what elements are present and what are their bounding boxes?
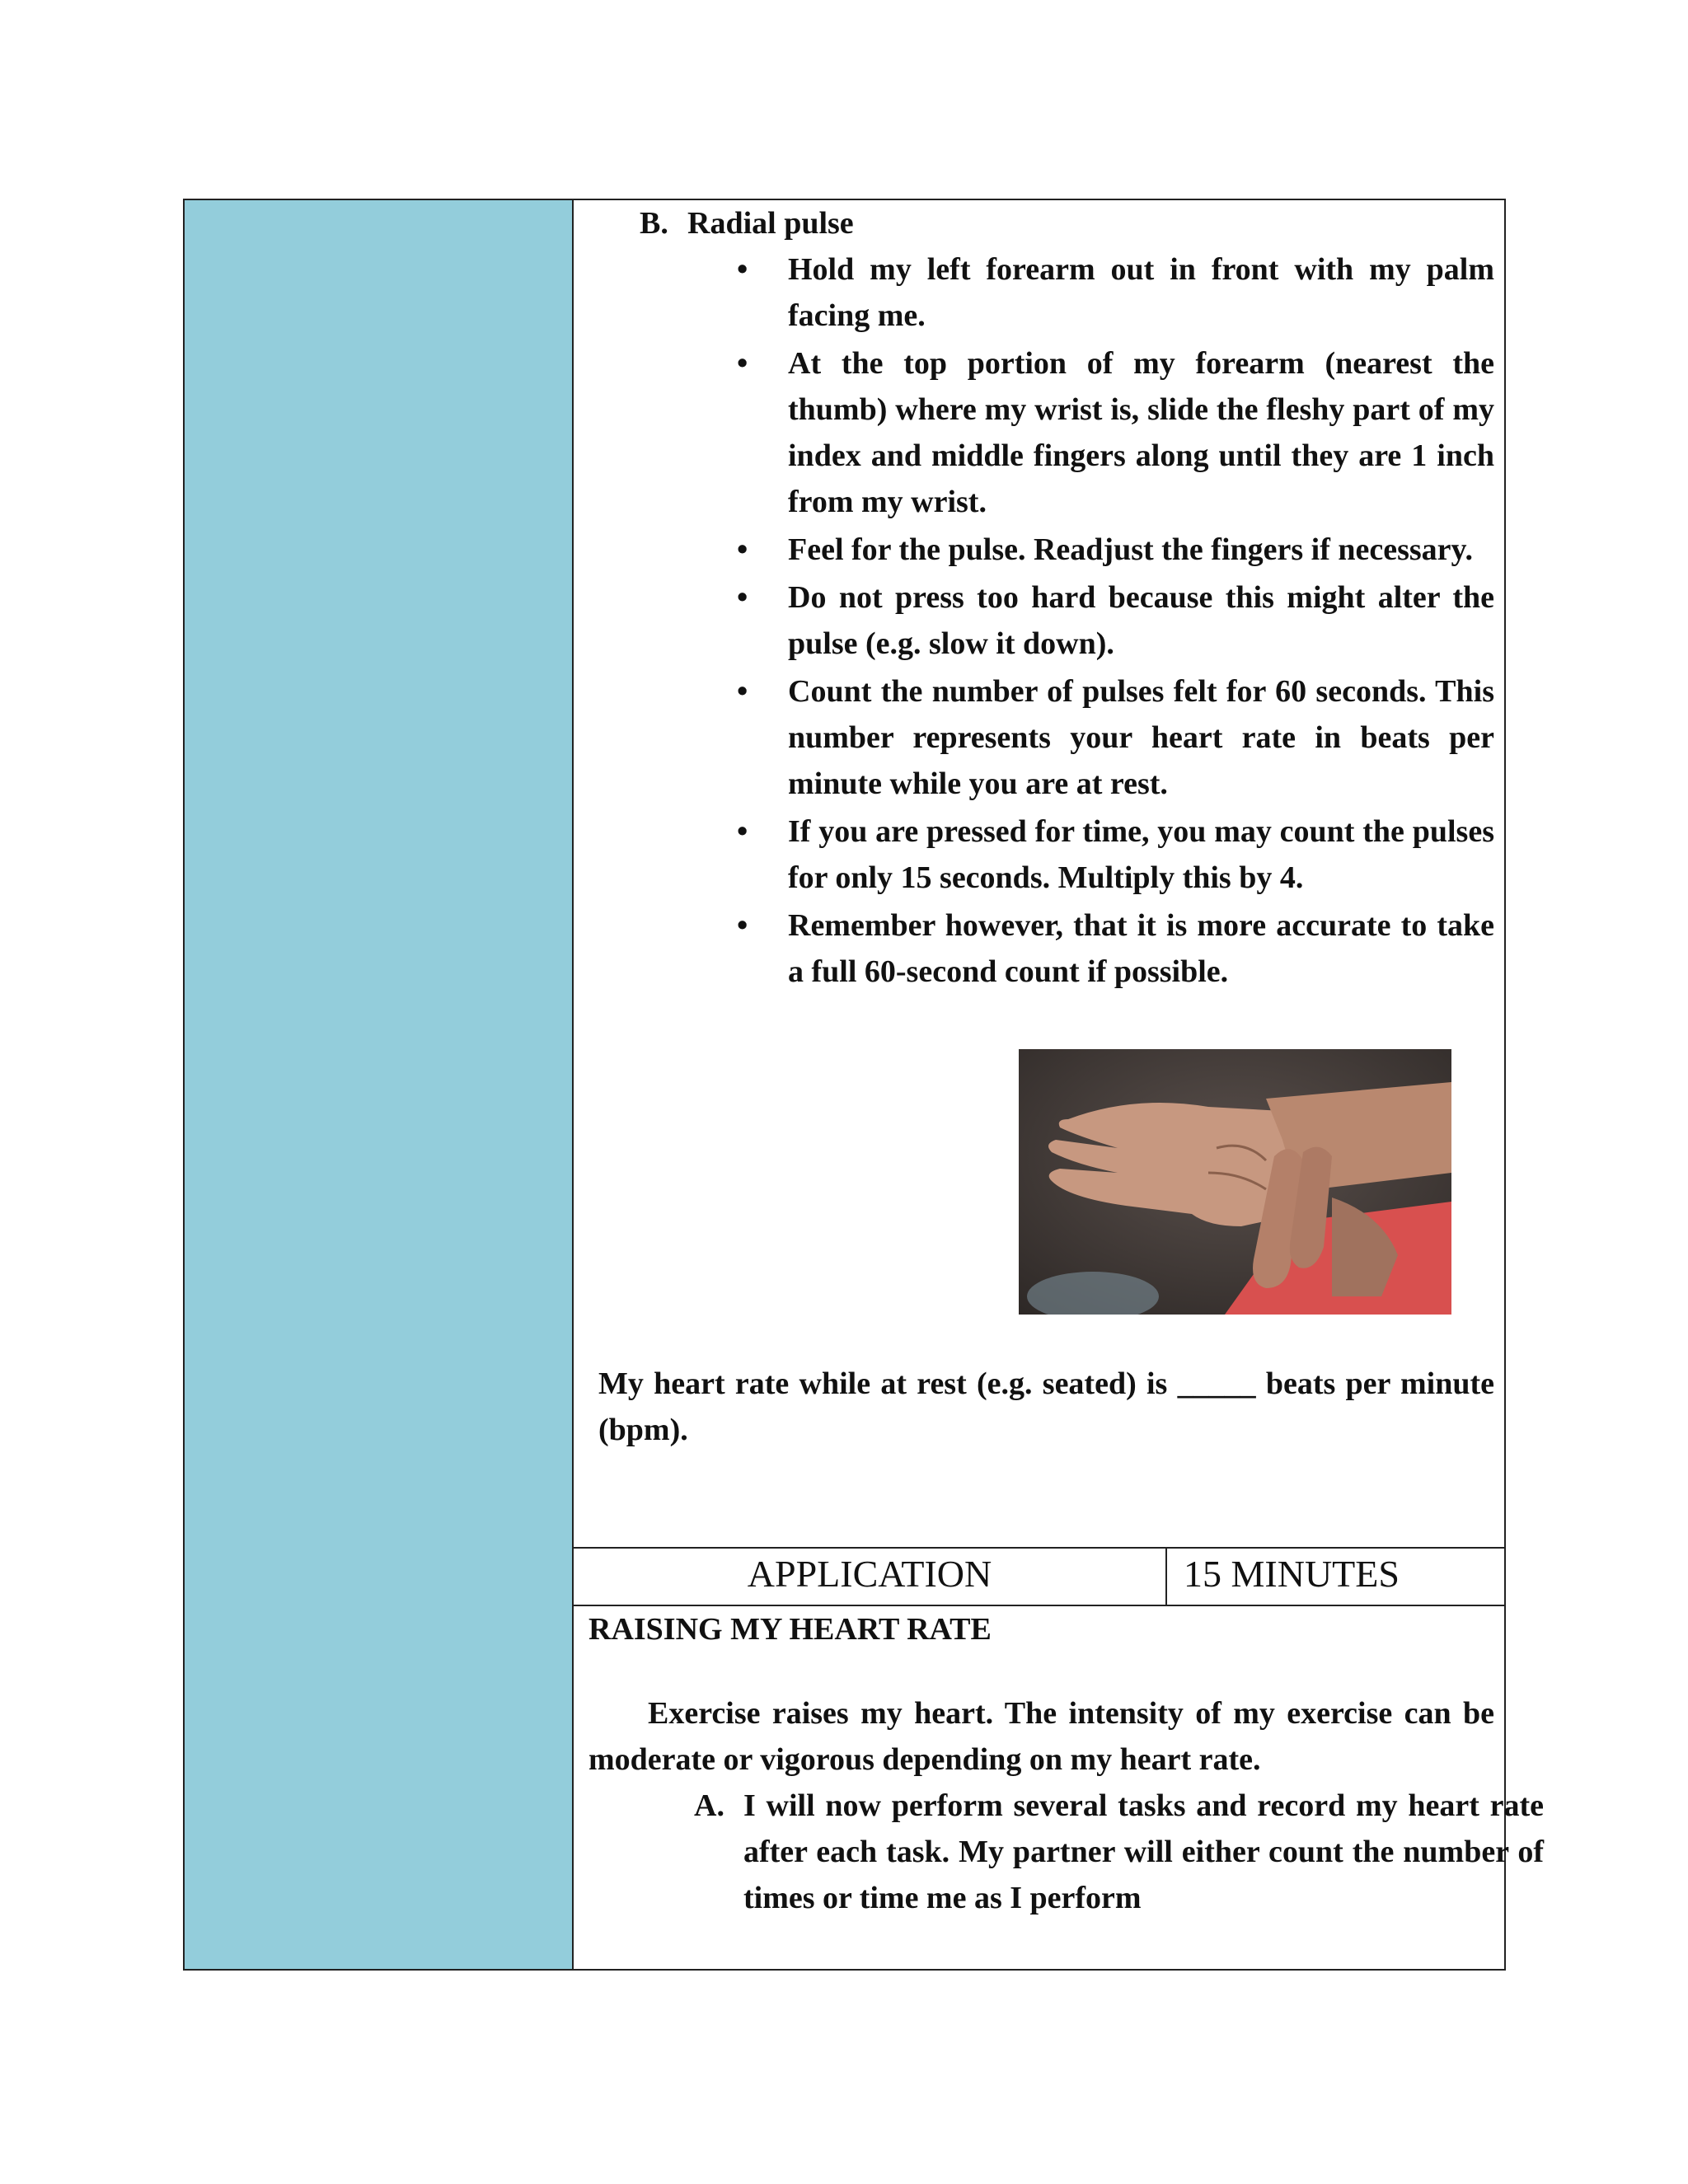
- application-duration: 15 MINUTES: [1184, 1553, 1400, 1595]
- step-item: • Count the number of pulses felt for 60 seconds. This number represents your heart rate in beats per minute while you are at rest.: [788, 668, 1494, 807]
- task-letter: A.: [694, 1788, 724, 1823]
- task-text: I will now perform several tasks and record my heart rate after each task. My partner will either count the number of times or time me as I perform: [743, 1788, 1544, 1915]
- lesson-table: [183, 199, 1544, 1971]
- step-item: • Feel for the pulse. Readjust the fingers if necessary.: [788, 527, 1494, 573]
- application-label: APPLICATION: [574, 1549, 1167, 1605]
- step-item: • If you are pressed for time, you may count the pulses for only 15 seconds. Multiply this by 4.: [788, 808, 1494, 901]
- sidebar-column: [185, 200, 574, 1969]
- content-column: [574, 200, 1544, 1969]
- hand-illustration: [1019, 1049, 1451, 1315]
- step-item: • Do not press too hard because this might alter the pulse (e.g. slow it down).: [788, 574, 1494, 667]
- radial-pulse-photo: [1019, 1049, 1451, 1315]
- raising-intro-paragraph: Exercise raises my heart. The intensity of my exercise can be moderate or vigorous depending on my heart rate.: [588, 1696, 1494, 1777]
- section-b-title: [640, 200, 854, 246]
- step-item: • Hold my left forearm out in front with my palm facing me.: [788, 246, 1494, 339]
- section-letter: B.: [640, 206, 668, 241]
- application-header-row: [574, 1547, 1506, 1606]
- raising-heart-rate-heading: RAISING MY HEART RATE: [588, 1612, 992, 1647]
- step-item: • At the top portion of my forearm (nearest the thumb) where my wrist is, slide the fleshy part of my index and middle fingers along until they are 1 inch from my wrist.: [788, 340, 1494, 525]
- resting-heart-rate-prompt: My heart rate while at rest (e.g. seated) is _____ beats per minute (bpm).: [598, 1366, 1494, 1447]
- radial-pulse-steps: [788, 246, 1494, 996]
- step-item: • Remember however, that it is more accurate to take a full 60-second count if possible.: [788, 902, 1494, 995]
- task-a-paragraph: [694, 1783, 1544, 1921]
- section-title-text: Radial pulse: [687, 206, 854, 241]
